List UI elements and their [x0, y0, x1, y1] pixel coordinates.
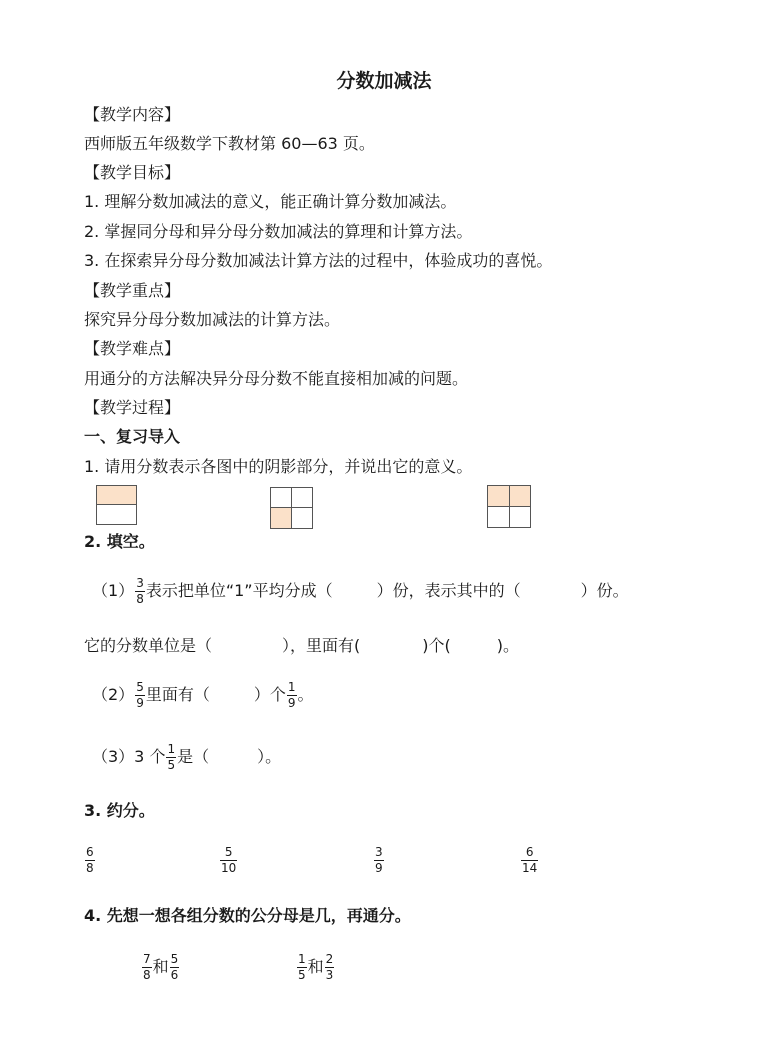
figure-1-cell: [96, 504, 137, 525]
figure-2-shaded-cell: [270, 507, 292, 529]
figure-1-shaded-cell: [96, 485, 137, 505]
q3-fraction-1: $\frac{6}{8}$: [86, 845, 94, 875]
figure-3-cell: [509, 506, 531, 528]
figure-3-shaded-cell: [509, 485, 531, 507]
fraction-figure-1: [96, 485, 137, 525]
difficulty-heading: 【教学难点】: [84, 339, 181, 358]
fraction-figure-2: [270, 487, 313, 529]
fraction: $\frac{2}{3}$: [325, 952, 334, 982]
fraction: $\frac{1}{9}$: [287, 680, 296, 710]
item-label: （2）: [92, 685, 135, 704]
figure-2-cell: [291, 507, 313, 529]
key-text: 探究异分母分数加减法的计算方法。: [84, 310, 341, 329]
q3-fraction-4: $\frac{6}{14}$: [522, 845, 538, 875]
figure-2-cell: [291, 487, 313, 508]
q2-item-3: （3）3 个 $\frac{1}{5}$ 是（ ）。: [92, 742, 282, 772]
goal-item-2: 2. 掌握同分母和异分母分数加减法的算理和计算方法。: [84, 222, 473, 241]
fraction: $\frac{5}{9}$: [136, 680, 144, 710]
q2-heading: 2. 填空。: [84, 532, 155, 551]
q4-group-2: $\frac{1}{5}$ 和 $\frac{2}{3}$: [298, 952, 334, 982]
q2-item-1: （1） $\frac{3}{8}$ 表示把单位“1”平均分成（ ）份，表示其中的（ ）份。: [92, 576, 629, 606]
q4-group-1: $\frac{7}{8}$ 和 $\frac{5}{6}$: [143, 952, 179, 982]
fraction: $\frac{3}{8}$: [136, 576, 144, 606]
q1-text: 1. 请用分数表示各图中的阴影部分，并说出它的意义。: [84, 457, 473, 476]
item-label: （1）: [92, 581, 135, 600]
goals-heading: 【教学目标】: [84, 163, 181, 182]
figure-3-shaded-cell: [487, 485, 510, 507]
q2-item-1-line-2: 它的分数单位是（ ），里面有( )个( )。: [84, 636, 520, 655]
content-heading: 【教学内容】: [84, 105, 181, 124]
goal-item-3: 3. 在探索异分母分数加减法计算方法的过程中，体验成功的喜悦。: [84, 251, 553, 270]
part1-heading: 一、复习导入: [84, 427, 181, 446]
goal-item-1: 1. 理解分数加减法的意义，能正确计算分数加减法。: [84, 192, 457, 211]
fraction: $\frac{7}{8}$: [143, 952, 151, 982]
q2-item-2: （2） $\frac{5}{9}$ 里面有（ ）个 $\frac{1}{9}$ 。: [92, 680, 314, 710]
q4-heading: 4. 先想一想各组分数的公分母是几，再通分。: [84, 906, 411, 925]
item-label: （3）3 个: [92, 747, 166, 766]
document-title: 分数加减法: [336, 70, 432, 92]
key-heading: 【教学重点】: [84, 281, 181, 300]
fraction: $\frac{5}{6}$: [170, 952, 179, 982]
figure-3-cell: [487, 506, 510, 528]
q3-fraction-3: $\frac{3}{9}$: [375, 845, 383, 875]
content-text: 西师版五年级数学下教材第 60—63 页。: [84, 134, 375, 153]
q3-heading: 3. 约分。: [84, 801, 155, 820]
difficulty-text: 用通分的方法解决异分母分数不能直接相加减的问题。: [84, 369, 469, 388]
figure-2-cell: [270, 487, 292, 508]
fraction: $\frac{1}{5}$: [298, 952, 306, 982]
process-heading: 【教学过程】: [84, 398, 181, 417]
fraction: $\frac{1}{5}$: [167, 742, 176, 772]
q3-fraction-2: $\frac{5}{10}$: [221, 845, 237, 875]
fraction-figure-3: [487, 485, 531, 528]
